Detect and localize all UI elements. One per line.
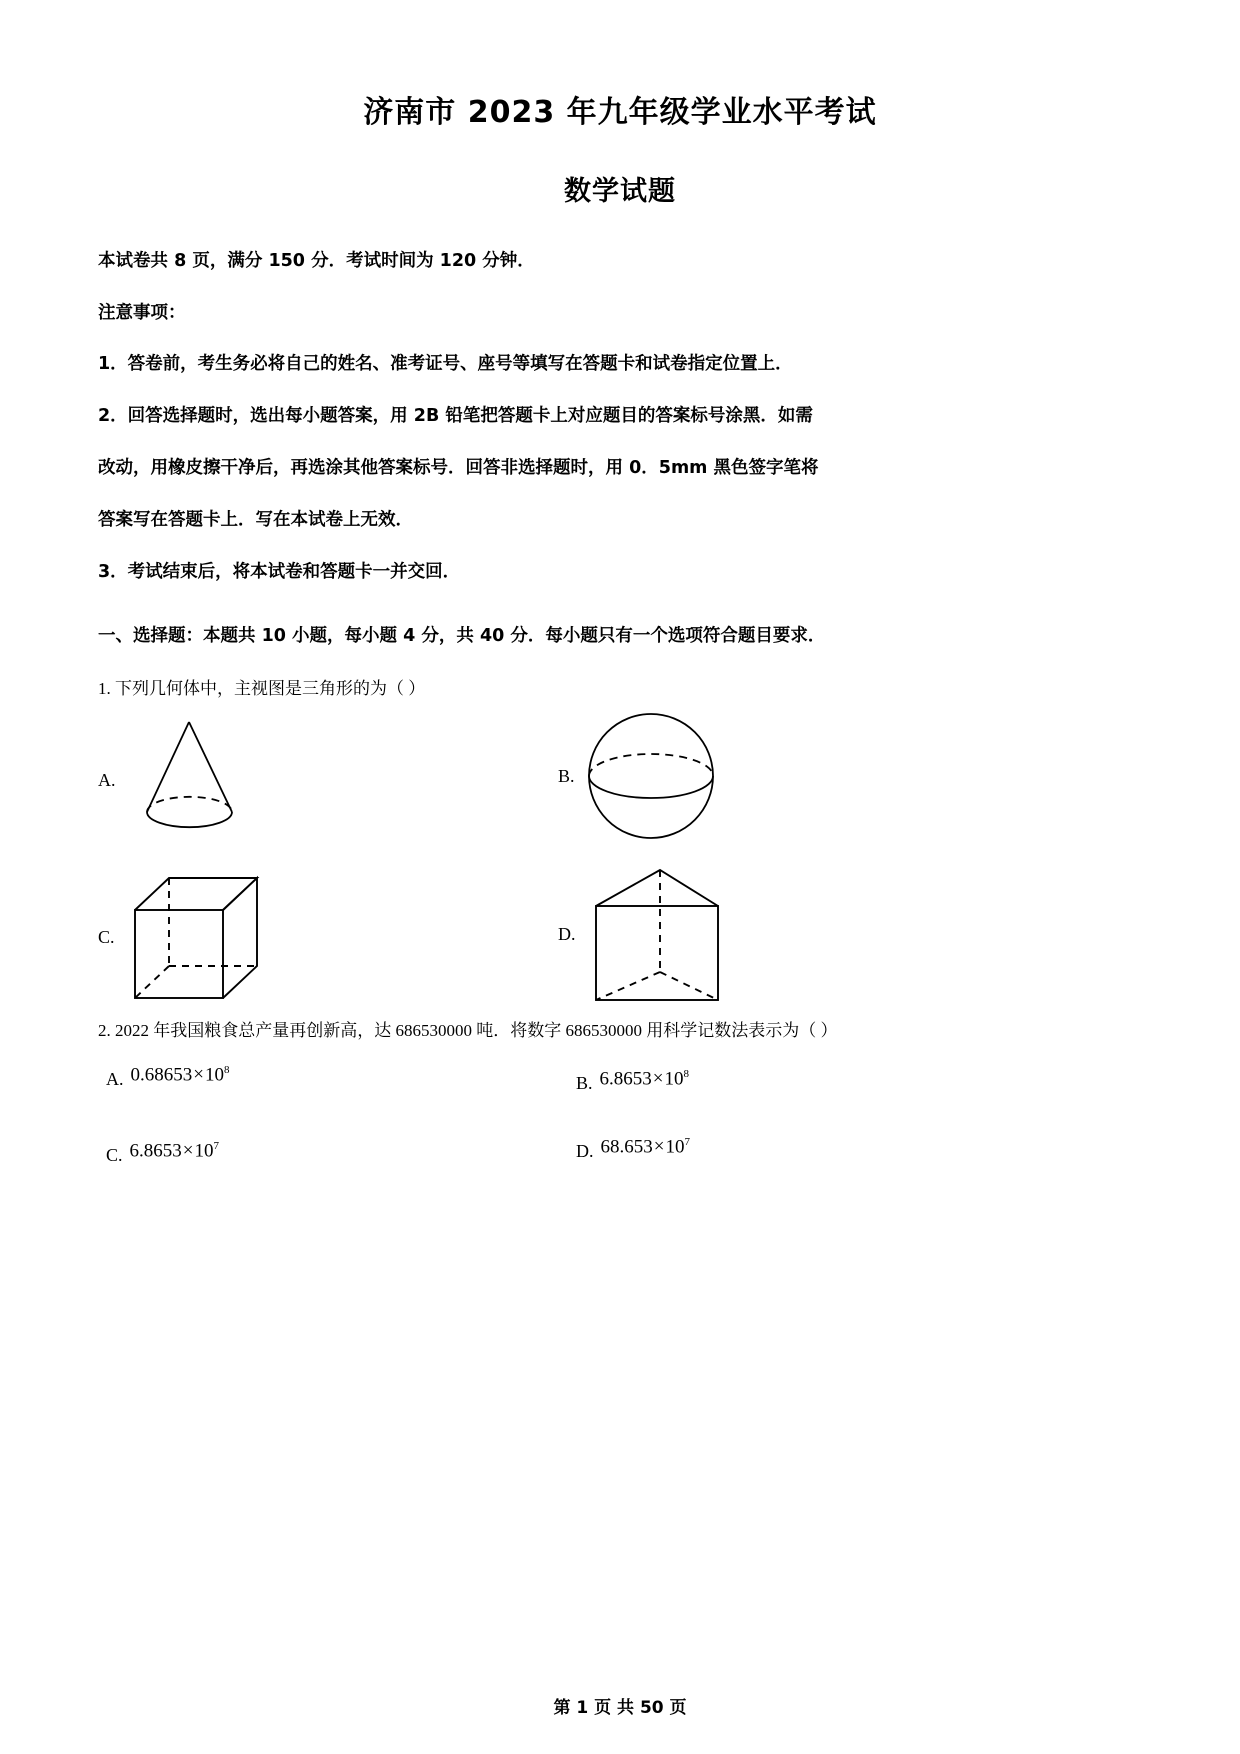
triangular-prism-icon xyxy=(582,860,732,1010)
option-label-d: D. xyxy=(576,1141,594,1162)
option-d-expression xyxy=(601,1136,690,1158)
option-d-base: 10 xyxy=(665,1136,685,1158)
multiply-sign: × xyxy=(653,1136,665,1158)
notice-item-2-cont: 改动，用橡皮擦干净后，再选涂其他答案标号．回答非选择题时，用 0．5mm 黑色签字笔将 xyxy=(98,458,819,479)
question-2-option-c[interactable] xyxy=(106,1139,219,1166)
question-2-option-b[interactable] xyxy=(576,1067,689,1094)
option-label-b: B. xyxy=(576,1073,593,1094)
spacer xyxy=(98,648,1142,678)
exam-info: 本试卷共 8 页，满分 150 分．考试时间为 120 分钟． xyxy=(98,250,535,271)
option-label-a: A. xyxy=(98,770,116,791)
question-1-option-b[interactable] xyxy=(558,704,721,849)
question-2-option-d[interactable] xyxy=(576,1135,690,1162)
question-1-option-a[interactable] xyxy=(98,716,257,846)
question-1-option-c[interactable] xyxy=(98,868,271,1008)
question-2-stem: 2. 2022 年我国粮食总产量再创新高，达 686530000 吨．将数字 686530000 用科学记数法表示为（ ） xyxy=(98,1020,838,1040)
option-b-expression xyxy=(600,1068,689,1090)
option-b-base: 10 xyxy=(664,1068,684,1090)
notice-item-1: 1．答卷前，考生务必将自己的姓名、准考证号、座号等填写在答题卡和试卷指定位置上． xyxy=(98,354,793,375)
option-label-c: C. xyxy=(106,1145,123,1166)
question-2-option-a[interactable] xyxy=(106,1063,230,1090)
option-a-base: 10 xyxy=(204,1064,224,1086)
spacer xyxy=(98,428,1142,458)
page-footer: 第 1 页 共 50 页 xyxy=(553,1698,687,1718)
question-2-options xyxy=(98,1064,1142,1204)
spacer xyxy=(98,273,1142,303)
option-d-exponent: 7 xyxy=(684,1135,690,1148)
multiply-sign: × xyxy=(182,1140,194,1162)
spacer xyxy=(98,324,1142,354)
option-c-mantissa: 6.8653 xyxy=(129,1140,182,1162)
notice-item-2: 2．回答选择题时，选出每小题答案，用 2B 铅笔把答题卡上对应题目的答案标号涂黑．如需 xyxy=(98,406,813,427)
spacer xyxy=(98,207,1142,251)
option-label-c: C. xyxy=(98,927,115,948)
multiply-sign: × xyxy=(652,1068,664,1090)
cone-icon xyxy=(122,716,257,846)
notice-item-2-cont2: 答案写在答题卡上．写在本试卷上无效． xyxy=(98,510,413,531)
option-b-exponent: 8 xyxy=(683,1067,689,1080)
spacer xyxy=(98,584,1142,626)
question-1-stem: 1. 下列几何体中，主视图是三角形的为（ ） xyxy=(98,678,426,698)
option-label-a: A. xyxy=(106,1069,124,1090)
option-c-expression xyxy=(130,1140,219,1162)
option-d-mantissa: 68.653 xyxy=(600,1136,653,1158)
multiply-sign: × xyxy=(193,1064,204,1086)
page-title: 济南市 2023 年九年级学业水平考试 xyxy=(363,95,877,130)
spacer xyxy=(98,480,1142,510)
section-heading-choice: 一、选择题：本题共 10 小题，每小题 4 分，共 40 分．每小题只有一个选项符合题目要求． xyxy=(98,625,826,646)
spacer xyxy=(98,376,1142,406)
option-label-d: D. xyxy=(558,924,576,945)
option-a-mantissa: 0.68653 xyxy=(130,1064,193,1086)
option-b-mantissa: 6.8653 xyxy=(599,1068,652,1090)
notice-heading: 注意事项： xyxy=(98,302,186,323)
option-a-expression xyxy=(131,1064,230,1086)
option-label-b: B. xyxy=(558,765,575,786)
question-1-options xyxy=(98,700,1142,1020)
page-subtitle: 数学试题 xyxy=(564,176,676,207)
question-1-option-d[interactable] xyxy=(558,860,732,1010)
cube-icon xyxy=(121,868,271,1008)
sphere-icon xyxy=(581,704,721,849)
option-a-exponent: 8 xyxy=(223,1063,230,1076)
option-c-exponent: 7 xyxy=(213,1139,219,1152)
notice-item-3: 3．考试结束后，将本试卷和答题卡一并交回． xyxy=(98,561,461,582)
spacer xyxy=(98,532,1142,562)
option-c-base: 10 xyxy=(194,1140,214,1162)
